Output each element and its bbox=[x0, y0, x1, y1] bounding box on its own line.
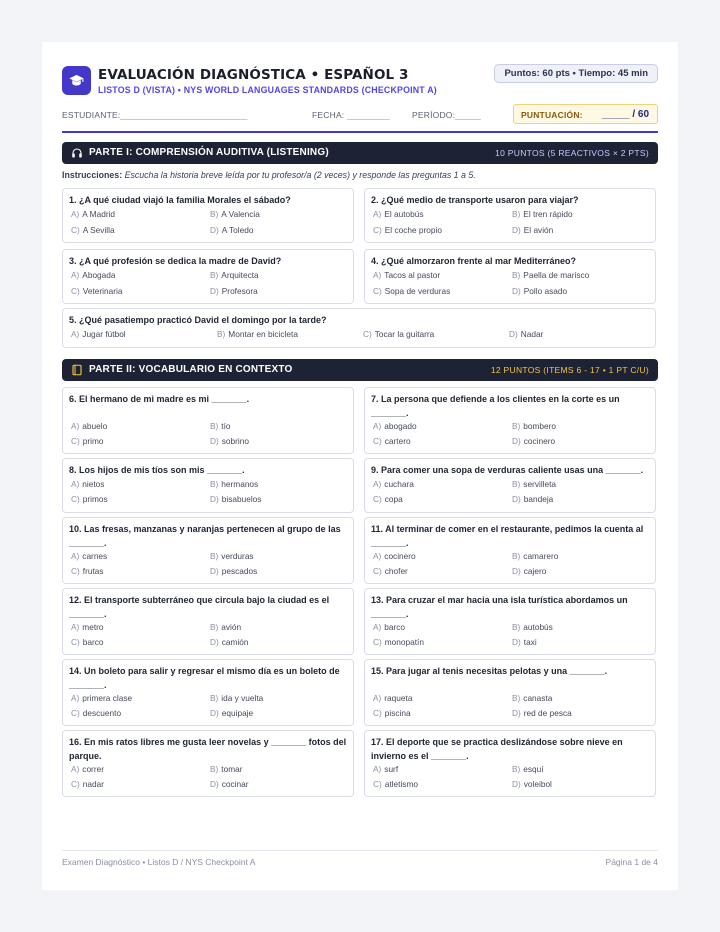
answer-option[interactable] bbox=[210, 494, 261, 504]
question-text: 5. ¿Qué pasatiempo practicó David el domingo por la tarde? bbox=[69, 315, 327, 325]
option-text: Veterinaria bbox=[82, 286, 123, 296]
question-card bbox=[364, 249, 656, 304]
page-title: EVALUACIÓN DIAGNÓSTICA • ESPAÑOL 3 bbox=[98, 67, 409, 83]
answer-option[interactable] bbox=[210, 622, 241, 632]
answer-option[interactable] bbox=[71, 436, 104, 446]
footer-left: Examen Diagnóstico • Listos D / NYS Checkpoint A bbox=[62, 857, 256, 867]
question-text: 8. Los hijos de mis tíos son mis _______. bbox=[69, 465, 245, 475]
option-letter: B) bbox=[512, 270, 521, 280]
option-letter: D) bbox=[512, 225, 521, 235]
question-text: 14. Un boleto para salir y regresar el mismo día es un boleto de _______. bbox=[69, 666, 340, 690]
option-text: Pollo asado bbox=[523, 286, 568, 296]
option-text: Abogada bbox=[82, 270, 116, 280]
question-text: 4. ¿Qué almorzaron frente al mar Mediterráneo? bbox=[371, 256, 577, 266]
section-header-part1 bbox=[62, 142, 658, 164]
answer-option[interactable] bbox=[512, 209, 573, 219]
answer-option[interactable] bbox=[373, 270, 440, 280]
question-text: 16. En mis ratos libres me gusta leer novelas y _______ fotos del parque. bbox=[69, 737, 347, 761]
option-text: voleibol bbox=[523, 779, 552, 789]
page-subtitle: LISTOS D (VISTA) • NYS WORLD LANGUAGES STANDARDS (CHECKPOINT A) bbox=[98, 85, 437, 95]
option-text: ida y vuelta bbox=[221, 693, 264, 703]
answer-option[interactable] bbox=[71, 764, 104, 774]
option-letter: D) bbox=[210, 286, 219, 296]
answer-option[interactable] bbox=[210, 421, 231, 431]
option-letter: A) bbox=[373, 764, 382, 774]
question-card bbox=[364, 387, 656, 454]
answer-option[interactable] bbox=[373, 421, 417, 431]
option-letter: D) bbox=[512, 494, 521, 504]
option-text: Sopa de verduras bbox=[384, 286, 451, 296]
question-card bbox=[364, 517, 656, 584]
option-text: abogado bbox=[384, 421, 417, 431]
option-text: Tacos al pastor bbox=[384, 270, 441, 280]
option-text: camarero bbox=[523, 551, 559, 561]
answer-option[interactable] bbox=[512, 708, 572, 718]
option-letter: C) bbox=[373, 225, 382, 235]
footer-divider bbox=[62, 850, 658, 851]
answer-option[interactable] bbox=[509, 329, 543, 339]
score-field[interactable]: _____ / 60 bbox=[601, 109, 649, 120]
option-letter: C) bbox=[373, 637, 382, 647]
option-text: A Madrid bbox=[82, 209, 116, 219]
option-letter: C) bbox=[373, 436, 382, 446]
question-text: 17. El deporte que se practica deslizándose sobre nieve en invierno es el _______. bbox=[371, 737, 623, 761]
answer-option[interactable] bbox=[373, 494, 403, 504]
answer-option[interactable] bbox=[512, 637, 537, 647]
option-letter: D) bbox=[512, 708, 521, 718]
answer-option[interactable] bbox=[71, 329, 126, 339]
section-title-part1: PARTE I: COMPRENSIÓN AUDITIVA (LISTENING) bbox=[89, 147, 329, 158]
answer-option[interactable] bbox=[512, 764, 544, 774]
answer-option[interactable] bbox=[512, 494, 553, 504]
option-text: cartero bbox=[384, 436, 411, 446]
option-text: sobrino bbox=[221, 436, 249, 446]
option-letter: A) bbox=[71, 329, 80, 339]
option-text: autobús bbox=[523, 622, 553, 632]
option-text: primo bbox=[82, 436, 104, 446]
option-text: tío bbox=[221, 421, 231, 431]
answer-option[interactable] bbox=[210, 637, 249, 647]
section-header-part2 bbox=[62, 359, 658, 381]
answer-option[interactable] bbox=[512, 551, 558, 561]
option-text: cocinar bbox=[221, 779, 249, 789]
option-text: verduras bbox=[221, 551, 254, 561]
option-letter: B) bbox=[210, 622, 219, 632]
answer-option[interactable] bbox=[512, 436, 555, 446]
option-text: surf bbox=[384, 764, 399, 774]
option-text: Tocar la guitarra bbox=[374, 329, 435, 339]
option-text: chofer bbox=[384, 566, 408, 576]
section-points-part2: 12 PUNTOS (ITEMS 6 - 17 • 1 PT C/U) bbox=[490, 365, 649, 375]
option-letter: B) bbox=[512, 209, 521, 219]
option-letter: B) bbox=[210, 209, 219, 219]
question-card bbox=[364, 659, 656, 726]
answer-option[interactable] bbox=[210, 708, 253, 718]
option-letter: D) bbox=[210, 436, 219, 446]
option-text: Paella de marisco bbox=[523, 270, 590, 280]
option-letter: C) bbox=[363, 329, 372, 339]
answer-option[interactable] bbox=[512, 479, 556, 489]
option-letter: D) bbox=[512, 436, 521, 446]
points-time-badge: Puntos: 60 pts • Tiempo: 45 min bbox=[494, 64, 658, 83]
instructions-label: Instrucciones: bbox=[62, 170, 123, 180]
option-text: Nadar bbox=[520, 329, 544, 339]
option-letter: B) bbox=[512, 622, 521, 632]
option-letter: A) bbox=[373, 693, 382, 703]
answer-option[interactable] bbox=[210, 779, 249, 789]
option-text: nadar bbox=[82, 779, 104, 789]
answer-option[interactable] bbox=[71, 622, 104, 632]
option-text: A Sevilla bbox=[82, 225, 115, 235]
answer-option[interactable] bbox=[373, 622, 405, 632]
option-text: taxi bbox=[523, 637, 537, 647]
question-card bbox=[62, 458, 354, 513]
instructions bbox=[62, 170, 476, 180]
option-letter: A) bbox=[71, 551, 80, 561]
answer-option[interactable] bbox=[210, 566, 257, 576]
option-letter: B) bbox=[512, 551, 521, 561]
option-text: Montar en bicicleta bbox=[228, 329, 298, 339]
option-text: El avión bbox=[523, 225, 554, 235]
answer-option[interactable] bbox=[373, 779, 418, 789]
answer-option[interactable] bbox=[512, 225, 553, 235]
option-letter: D) bbox=[512, 286, 521, 296]
option-letter: B) bbox=[210, 479, 219, 489]
option-text: barco bbox=[384, 622, 406, 632]
answer-option[interactable] bbox=[512, 286, 567, 296]
period-label: PERÍODO: bbox=[412, 110, 456, 120]
answer-option[interactable] bbox=[363, 329, 434, 339]
option-letter: A) bbox=[373, 479, 382, 489]
option-text: El autobús bbox=[384, 209, 424, 219]
option-letter: A) bbox=[373, 209, 382, 219]
headphones-icon bbox=[71, 147, 83, 159]
option-text: El coche propio bbox=[384, 225, 442, 235]
answer-option[interactable] bbox=[512, 566, 546, 576]
option-letter: C) bbox=[373, 286, 382, 296]
exam-header bbox=[62, 66, 658, 98]
answer-option[interactable] bbox=[217, 329, 298, 339]
date-field[interactable]: __________ bbox=[347, 110, 390, 120]
question-text: 15. Para jugar al tenis necesitas pelotas y una _______. bbox=[371, 666, 608, 676]
question-card bbox=[62, 659, 354, 726]
option-text: Jugar fútbol bbox=[82, 329, 126, 339]
option-text: copa bbox=[384, 494, 403, 504]
section-title-part2: PARTE II: VOCABULARIO EN CONTEXTO bbox=[89, 364, 293, 375]
question-card bbox=[62, 249, 354, 304]
answer-option[interactable] bbox=[71, 693, 132, 703]
option-text: canasta bbox=[523, 693, 553, 703]
answer-option[interactable] bbox=[210, 693, 263, 703]
question-text: 9. Para comer una sopa de verduras caliente usas una _______. bbox=[371, 465, 644, 475]
question-text: 7. La persona que defiende a los clientes en la corte es un _______. bbox=[371, 394, 620, 418]
option-letter: B) bbox=[210, 764, 219, 774]
student-name-field[interactable]: ______________________________ bbox=[120, 110, 247, 120]
question-card bbox=[62, 588, 354, 655]
question-card bbox=[62, 387, 354, 454]
option-text: avión bbox=[221, 622, 242, 632]
option-text: tomar bbox=[221, 764, 243, 774]
student-label: ESTUDIANTE: bbox=[62, 110, 121, 120]
answer-option[interactable] bbox=[71, 708, 121, 718]
section-points-part1: 10 PUNTOS (5 REACTIVOS × 2 PTS) bbox=[495, 148, 649, 158]
option-text: A Toledo bbox=[221, 225, 254, 235]
answer-option[interactable] bbox=[373, 708, 411, 718]
option-letter: C) bbox=[71, 494, 80, 504]
option-letter: D) bbox=[210, 566, 219, 576]
option-text: carnes bbox=[82, 551, 108, 561]
answer-option[interactable] bbox=[373, 551, 416, 561]
option-text: bombero bbox=[523, 421, 557, 431]
date-label: FECHA: bbox=[312, 110, 345, 120]
answer-option[interactable] bbox=[210, 270, 259, 280]
answer-option[interactable] bbox=[373, 225, 442, 235]
option-text: monopatín bbox=[384, 637, 424, 647]
option-letter: C) bbox=[71, 637, 80, 647]
answer-option[interactable] bbox=[210, 479, 258, 489]
answer-option[interactable] bbox=[71, 779, 104, 789]
answer-option[interactable] bbox=[71, 421, 107, 431]
option-text: piscina bbox=[384, 708, 411, 718]
answer-option[interactable] bbox=[210, 551, 254, 561]
question-card bbox=[364, 730, 656, 797]
option-text: Arquitecta bbox=[221, 270, 259, 280]
option-text: barco bbox=[82, 637, 104, 647]
option-text: cocinero bbox=[384, 551, 416, 561]
option-text: hermanos bbox=[221, 479, 259, 489]
option-letter: B) bbox=[512, 764, 521, 774]
answer-option[interactable] bbox=[210, 764, 243, 774]
page-number: Página 1 de 4 bbox=[605, 857, 658, 867]
option-letter: C) bbox=[71, 566, 80, 576]
answer-option[interactable] bbox=[71, 637, 104, 647]
option-letter: D) bbox=[210, 637, 219, 647]
question-text: 2. ¿Qué medio de transporte usaron para viajar? bbox=[371, 195, 579, 205]
option-text: servilleta bbox=[523, 479, 557, 489]
option-letter: A) bbox=[71, 479, 80, 489]
answer-option[interactable] bbox=[71, 494, 108, 504]
answer-option[interactable] bbox=[373, 209, 424, 219]
option-text: equipaje bbox=[221, 708, 254, 718]
answer-option[interactable] bbox=[71, 286, 122, 296]
instructions-text: Escucha la historia breve leída por tu profesor/a (2 veces) y responde las preguntas 1 a 5. bbox=[124, 170, 476, 180]
question-card bbox=[62, 517, 354, 584]
answer-option[interactable] bbox=[373, 637, 424, 647]
question-text: 1. ¿A qué ciudad viajó la familia Morales el sábado? bbox=[69, 195, 291, 205]
book-icon bbox=[71, 364, 83, 376]
option-text: camión bbox=[221, 637, 249, 647]
option-text: cuchara bbox=[384, 479, 414, 489]
question-text: 11. Al terminar de comer en el restaurante, pedimos la cuenta al _______. bbox=[371, 524, 644, 548]
answer-option[interactable] bbox=[373, 693, 412, 703]
option-text: bandeja bbox=[523, 494, 554, 504]
question-text: 10. Las fresas, manzanas y naranjas pertenecen al grupo de las _______. bbox=[69, 524, 341, 548]
option-letter: C) bbox=[71, 436, 80, 446]
option-text: metro bbox=[82, 622, 104, 632]
answer-option[interactable] bbox=[71, 566, 104, 576]
option-letter: D) bbox=[512, 566, 521, 576]
answer-option[interactable] bbox=[512, 693, 552, 703]
graduation-cap-icon bbox=[62, 66, 91, 95]
option-text: atletismo bbox=[384, 779, 418, 789]
option-text: primera clase bbox=[82, 693, 133, 703]
student-info-row bbox=[62, 104, 658, 126]
answer-option[interactable] bbox=[71, 270, 116, 280]
question-text: 3. ¿A qué profesión se dedica la madre de David? bbox=[69, 256, 282, 266]
option-letter: A) bbox=[71, 764, 80, 774]
option-text: abuelo bbox=[82, 421, 108, 431]
answer-option[interactable] bbox=[210, 209, 260, 219]
option-letter: A) bbox=[71, 209, 80, 219]
answer-option[interactable] bbox=[373, 764, 398, 774]
option-text: cajero bbox=[523, 566, 547, 576]
option-letter: A) bbox=[71, 693, 80, 703]
option-letter: B) bbox=[512, 693, 521, 703]
option-letter: B) bbox=[210, 551, 219, 561]
question-text: 6. El hermano de mi madre es mi _______. bbox=[69, 394, 250, 404]
option-letter: C) bbox=[373, 566, 382, 576]
option-letter: D) bbox=[210, 779, 219, 789]
option-text: correr bbox=[82, 764, 104, 774]
option-letter: A) bbox=[373, 622, 382, 632]
option-text: nietos bbox=[82, 479, 105, 489]
option-text: cocinero bbox=[523, 436, 556, 446]
option-letter: D) bbox=[512, 637, 521, 647]
option-letter: B) bbox=[210, 421, 219, 431]
option-text: pescados bbox=[221, 566, 258, 576]
answer-option[interactable] bbox=[210, 286, 258, 296]
answer-option[interactable] bbox=[71, 551, 107, 561]
question-card bbox=[62, 730, 354, 797]
answer-option[interactable] bbox=[210, 436, 249, 446]
option-letter: C) bbox=[71, 779, 80, 789]
header-divider bbox=[62, 131, 658, 133]
option-text: A Valencia bbox=[221, 209, 260, 219]
answer-option[interactable] bbox=[71, 209, 115, 219]
option-letter: D) bbox=[210, 494, 219, 504]
option-text: Profesora bbox=[221, 286, 258, 296]
answer-option[interactable] bbox=[373, 479, 414, 489]
question-card bbox=[364, 458, 656, 513]
option-text: red de pesca bbox=[523, 708, 572, 718]
question-card bbox=[364, 588, 656, 655]
option-letter: D) bbox=[509, 329, 518, 339]
option-text: raqueta bbox=[384, 693, 413, 703]
option-letter: B) bbox=[210, 693, 219, 703]
option-letter: B) bbox=[512, 421, 521, 431]
answer-option[interactable] bbox=[512, 622, 553, 632]
option-letter: B) bbox=[512, 479, 521, 489]
answer-option[interactable] bbox=[71, 479, 104, 489]
answer-option[interactable] bbox=[512, 270, 589, 280]
option-text: primos bbox=[82, 494, 108, 504]
answer-option[interactable] bbox=[210, 225, 253, 235]
option-letter: C) bbox=[71, 708, 80, 718]
option-letter: C) bbox=[373, 779, 382, 789]
question-card bbox=[364, 188, 656, 243]
option-letter: A) bbox=[373, 421, 382, 431]
option-letter: B) bbox=[217, 329, 226, 339]
option-text: El tren rápido bbox=[523, 209, 573, 219]
option-text: descuento bbox=[82, 708, 122, 718]
option-text: frutas bbox=[82, 566, 104, 576]
answer-option[interactable] bbox=[373, 436, 411, 446]
option-letter: A) bbox=[71, 622, 80, 632]
question-text: 12. El transporte subterráneo que circula bajo la ciudad es el _______. bbox=[69, 595, 330, 619]
answer-option[interactable] bbox=[512, 421, 556, 431]
exam-page bbox=[42, 42, 678, 890]
option-letter: D) bbox=[210, 708, 219, 718]
answer-option[interactable] bbox=[373, 566, 408, 576]
option-letter: D) bbox=[512, 779, 521, 789]
question-card bbox=[62, 188, 354, 243]
option-letter: A) bbox=[71, 421, 80, 431]
answer-option[interactable] bbox=[512, 779, 552, 789]
score-box bbox=[513, 104, 658, 124]
option-text: esquí bbox=[523, 764, 544, 774]
option-text: bisabuelos bbox=[221, 494, 262, 504]
score-label: PUNTUACIÓN: bbox=[521, 110, 583, 120]
option-letter: C) bbox=[71, 225, 80, 235]
option-letter: A) bbox=[71, 270, 80, 280]
option-letter: B) bbox=[210, 270, 219, 280]
option-letter: D) bbox=[210, 225, 219, 235]
option-letter: C) bbox=[71, 286, 80, 296]
answer-option[interactable] bbox=[373, 286, 450, 296]
period-field[interactable]: ______ bbox=[455, 110, 481, 120]
answer-option[interactable] bbox=[71, 225, 115, 235]
question-card bbox=[62, 308, 656, 348]
option-letter: C) bbox=[373, 708, 382, 718]
question-text: 13. Para cruzar el mar hacia una isla turística abordamos un _______. bbox=[371, 595, 628, 619]
option-letter: A) bbox=[373, 270, 382, 280]
option-letter: C) bbox=[373, 494, 382, 504]
option-letter: A) bbox=[373, 551, 382, 561]
